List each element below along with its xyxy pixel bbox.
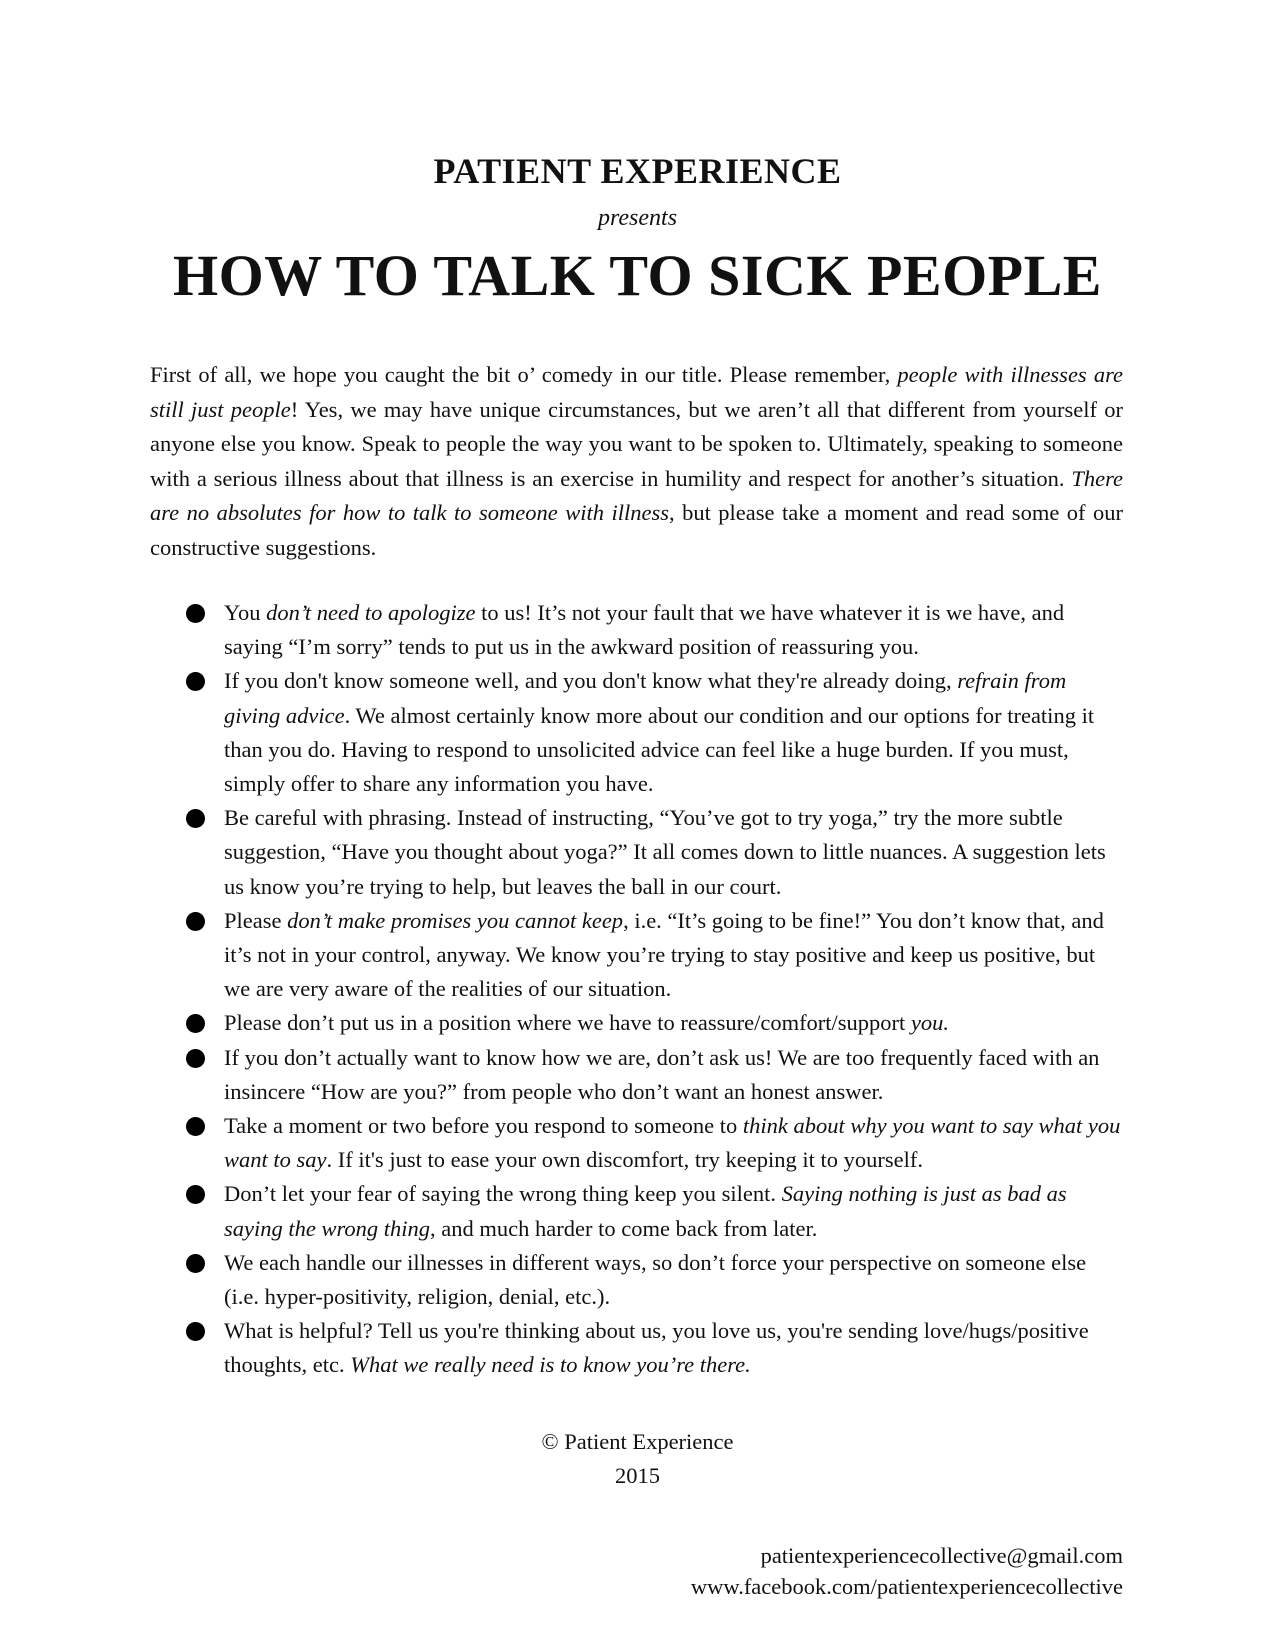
contact-facebook-url: www.facebook.com/patientexperiencecollective — [690, 1574, 1123, 1599]
intro-paragraph — [150, 358, 1123, 565]
contact-email: patientexperiencecollective@gmail.com — [760, 1543, 1123, 1568]
list-item — [186, 1177, 1126, 1245]
tip-emphasis: What we really need is to know you’re there. — [350, 1352, 751, 1378]
list-item — [186, 904, 1126, 1007]
list-item — [186, 596, 1126, 664]
tip-text-end: , and much harder to come back from later. — [430, 1215, 818, 1241]
bullet-icon — [186, 1117, 205, 1136]
tip-text-end: to us! It’s not your fault that we have whatever it is we have, and saying “I’m sorry” tends to put us in the awkward position of reassuring you. — [224, 600, 1065, 660]
bullet-icon — [186, 1254, 205, 1273]
list-item — [186, 1006, 1126, 1040]
tip-text: Be careful with phrasing. Instead of instructing, “You’ve got to try yoga,” try the more subtle suggestion, “Have you thought about yoga?” It all comes down to little nuances. A suggestion lets us know you’re trying to help, but leaves the ball in our court. — [224, 805, 1106, 899]
list-item — [186, 1041, 1126, 1109]
intro-text-3: , but please take a moment and read some of our constructive suggestions. — [150, 500, 1123, 560]
tip-emphasis: don’t make promises you cannot keep — [287, 907, 624, 933]
bullet-icon — [186, 604, 205, 623]
bullet-icon — [186, 1014, 205, 1033]
contact-block — [691, 1540, 1123, 1602]
tip-emphasis: think about why you want to say what you want to say — [224, 1113, 1121, 1173]
tip-text: Please don’t put us in a position where we have to reassure/comfort/support — [224, 1010, 911, 1036]
bullet-icon — [186, 1322, 205, 1341]
tip-text: Please — [224, 907, 288, 933]
tip-text: Take a moment or two before you respond to someone to — [224, 1113, 743, 1139]
bullet-icon — [186, 1185, 205, 1204]
tip-text-end: , i.e. “It’s going to be fine!” You don’t know that, and it’s not in your control, anyway. We know you’re trying to stay positive and keep us positive, but we are very aware of the realities of our situation. — [224, 907, 1104, 1002]
bullet-icon — [186, 672, 205, 691]
tip-emphasis: you. — [910, 1010, 950, 1036]
copyright-notice: © Patient Experience — [541, 1429, 734, 1454]
tips-list — [186, 596, 1126, 1383]
bullet-icon — [186, 912, 205, 931]
tip-emphasis: Saying nothing is just as bad as saying the wrong thing — [224, 1181, 1067, 1241]
copyright-year: 2015 — [615, 1463, 660, 1488]
tip-text: If you don’t actually want to know how we are, don’t ask us! We are too frequently faced with an insincere “How are you?” from people who don’t want an honest answer. — [224, 1044, 1100, 1104]
tip-text: If you don't know someone well, and you don't know what they're already doing, — [224, 668, 958, 694]
bullet-icon — [186, 1049, 205, 1068]
tip-text: We each handle our illnesses in different ways, so don’t force your perspective on someone else (i.e. hyper-positivity, religion, denial, etc.). — [224, 1249, 1087, 1310]
tip-emphasis: don’t need to apologize — [266, 600, 476, 625]
list-item — [186, 1314, 1126, 1382]
page-title: HOW TO TALK TO SICK PEOPLE — [173, 243, 1102, 308]
presents-line: presents — [597, 205, 678, 231]
list-item — [186, 1109, 1126, 1177]
list-item — [186, 664, 1126, 801]
intro-text-1: First of all, we hope you caught the bit o’ comedy in our title. Please remember, — [150, 362, 898, 387]
intro-emphasis-2: There are no absolutes for how to talk to someone with illness — [150, 465, 1123, 525]
list-item — [186, 1246, 1126, 1314]
tip-text: You — [224, 600, 267, 625]
tip-text-end: . We almost certainly know more about our condition and our options for treating it than you do. Having to respond to unsolicited advice can feel like a huge burden. If you must, simply offer to share any information you have. — [224, 702, 1095, 797]
tip-emphasis: refrain from giving advice — [224, 668, 1067, 728]
copyright-block — [0, 1425, 1275, 1493]
intro-text-2: ! Yes, we may have unique circumstances, but we aren’t all that different from yourself or anyone else you know. Speak to people the way you want to be spoken to. Ultimately, speaking to someone with a serious illness about that illness is an exercise in humility and respect for another’s situation. — [150, 396, 1124, 491]
tip-text: Don’t let your fear of saying the wrong thing keep you silent. — [224, 1181, 782, 1207]
bullet-icon — [186, 809, 205, 828]
tip-text-end: . If it's just to ease your own discomfort, try keeping it to yourself. — [326, 1147, 923, 1173]
intro-emphasis-1: people with illnesses are still just people — [150, 362, 1123, 422]
list-item — [186, 801, 1126, 904]
organization-name: PATIENT EXPERIENCE — [433, 151, 842, 191]
tip-text: What is helpful? Tell us you're thinking about us, you love us, you're sending love/hugs/positive thoughts, etc. — [224, 1318, 1089, 1378]
